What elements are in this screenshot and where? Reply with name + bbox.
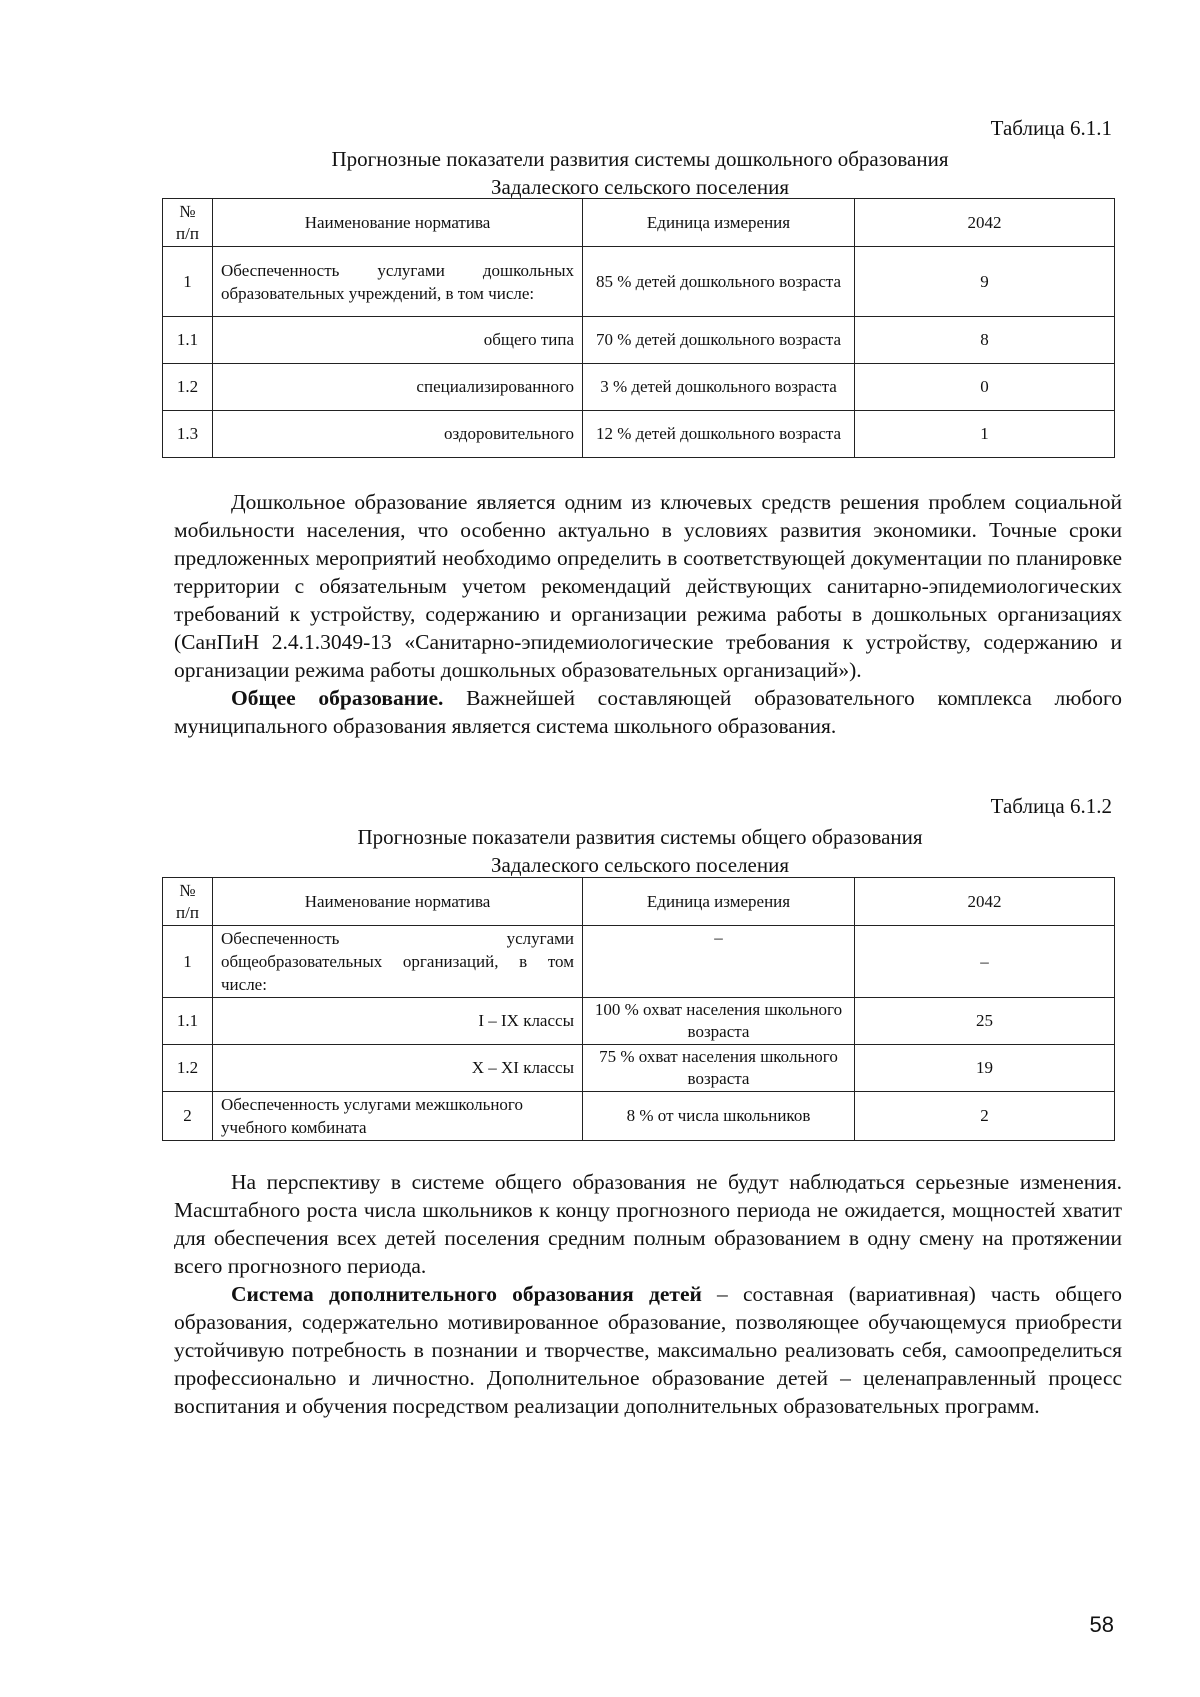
row-name: Обеспеченность услугами межшкольного учебного комбината (213, 1092, 583, 1141)
row-name: Обеспеченность услугами дошкольных образовательных учреждений, в том числе: (213, 247, 583, 317)
table-1-label: Таблица 6.1.1 (990, 116, 1112, 140)
row-num: 1.1 (163, 317, 213, 364)
row-unit: 85 % детей дошкольного возраста (583, 247, 855, 317)
row-unit: 3 % детей дошкольного возраста (583, 364, 855, 411)
header-name: Наименование норматива (213, 878, 583, 926)
row-num: 1.2 (163, 364, 213, 411)
paragraph-preschool: Дошкольное образование является одним из ключевых средств решения проблем социальной мобильности населения, что особенно актуально в условиях развития экономики. Точные сроки предложенных мероприятий необходимо определить в соответствующей документации по планировке территории с обязательным учетом рекомендаций действующих санитарно-эпидемиологических требований к устройству, содержанию и организации режима работы в дошкольных организациях (СанПиН 2.4.1.3049-13 «Санитарно-эпидемиологические требования к устройству, содержанию и организации режима работы дошкольных образовательных организаций»). (174, 490, 1122, 682)
row-value: 0 (855, 364, 1115, 411)
row-value: 8 (855, 317, 1115, 364)
header-unit: Единица измерения (583, 199, 855, 247)
table-row (163, 926, 1115, 998)
table-header-row (163, 878, 1115, 926)
row-name: X – XI классы (213, 1045, 583, 1092)
header-unit: Единица измерения (583, 878, 855, 926)
row-name: оздоровительного (213, 411, 583, 458)
row-value: 2 (855, 1092, 1115, 1141)
row-num: 1.1 (163, 998, 213, 1045)
row-num: 2 (163, 1092, 213, 1141)
row-unit: 8 % от числа школьников (583, 1092, 855, 1141)
row-name: Обеспеченность услугами общеобразовательных организаций, в том числе: (213, 926, 583, 998)
paragraph-text: Важнейшей составляющей образовательного комплекса любого муниципального образования является система школьного образования. (174, 686, 1122, 738)
table-2-title-line2: Задалеского сельского поселения (491, 853, 789, 877)
paragraph-text: – составная (вариативная) часть общего образования, содержательно мотивированное образование, позволяющее обучающемуся приобрести устойчивую потребность в познании и творчестве, максимально реализовать себя, самоопределиться профессионально и личностно. Дополнительное образование детей – целенаправленный процесс воспитания и обучения посредством реализации дополнительных образовательных программ. (174, 1282, 1122, 1418)
body-text-1 (174, 488, 1122, 740)
body-text-2 (174, 1168, 1122, 1420)
table-2-title (160, 823, 1120, 879)
table-header-row (163, 199, 1115, 247)
row-unit: – (583, 926, 855, 998)
table-2 (162, 877, 1115, 1141)
page-number: 58 (1089, 1612, 1114, 1637)
row-value: 9 (855, 247, 1115, 317)
row-unit: 100 % охват населения школьного возраста (583, 998, 855, 1045)
row-name: специализированного (213, 364, 583, 411)
table-row (163, 411, 1115, 458)
header-num: № п/п (163, 878, 213, 926)
row-num: 1 (163, 926, 213, 998)
row-num: 1 (163, 247, 213, 317)
table-2-title-line1: Прогнозные показатели развития системы общего образования (357, 825, 923, 849)
row-unit: 75 % охват населения школьного возраста (583, 1045, 855, 1092)
row-value: – (855, 926, 1115, 998)
row-value: 19 (855, 1045, 1115, 1092)
table-row (163, 998, 1115, 1045)
paragraph-outlook: На перспективу в системе общего образования не будут наблюдаться серьезные изменения. Масштабного роста числа школьников к концу прогнозного периода не ожидается, мощностей хватит для обеспечения всех детей поселения средним полным образованием в одну смену на протяжении всего прогнозного периода. (174, 1170, 1122, 1278)
header-name: Наименование норматива (213, 199, 583, 247)
paragraph-bold-lead: Общее образование. (231, 686, 444, 710)
paragraph-general-education (174, 684, 1122, 740)
header-num: № п/п (163, 199, 213, 247)
table-row (163, 1045, 1115, 1092)
header-year: 2042 (855, 878, 1115, 926)
paragraph-additional-education (174, 1280, 1122, 1420)
row-unit: 70 % детей дошкольного возраста (583, 317, 855, 364)
table-row (163, 364, 1115, 411)
row-value: 1 (855, 411, 1115, 458)
table-1-title (160, 145, 1120, 201)
table-row (163, 317, 1115, 364)
row-name: I – IX классы (213, 998, 583, 1045)
table-1-title-line1: Прогнозные показатели развития системы дошкольного образования (331, 147, 949, 171)
table-2-label: Таблица 6.1.2 (990, 794, 1112, 818)
table-1-title-line2: Задалеского сельского поселения (491, 175, 789, 199)
row-name: общего типа (213, 317, 583, 364)
table-1 (162, 198, 1115, 458)
row-num: 1.2 (163, 1045, 213, 1092)
row-value: 25 (855, 998, 1115, 1045)
row-unit: 12 % детей дошкольного возраста (583, 411, 855, 458)
table-row (163, 1092, 1115, 1141)
table-row (163, 247, 1115, 317)
header-year: 2042 (855, 199, 1115, 247)
paragraph-bold-lead: Система дополнительного образования детей (231, 1282, 702, 1306)
row-num: 1.3 (163, 411, 213, 458)
